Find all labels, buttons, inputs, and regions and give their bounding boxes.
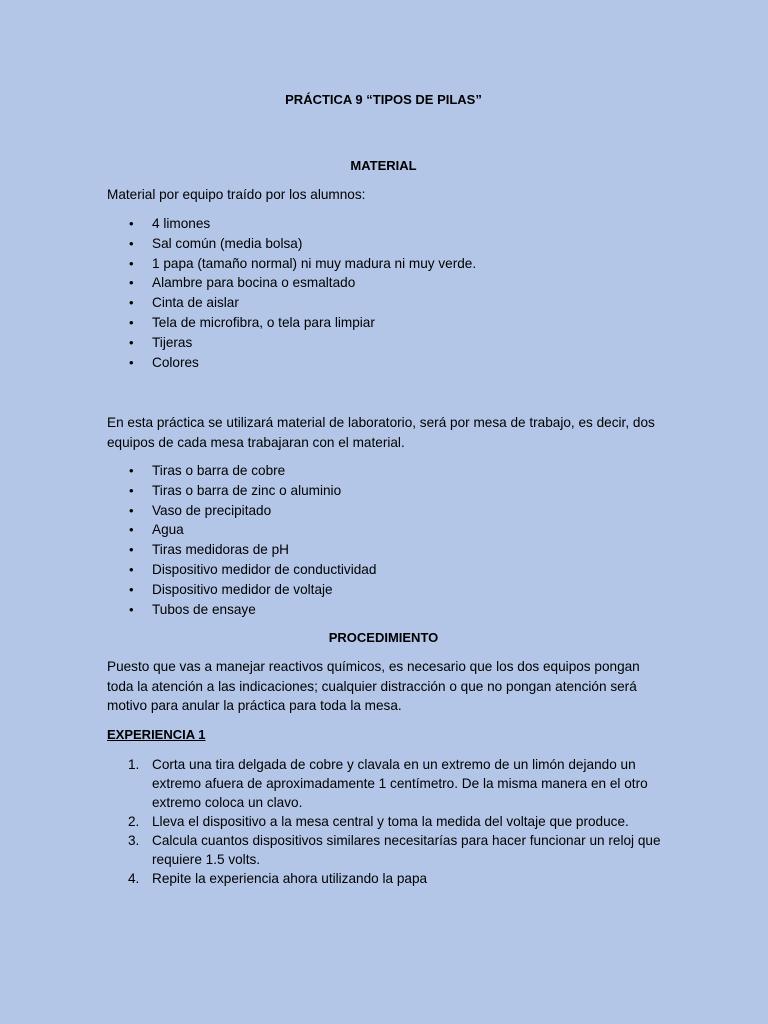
list-item: • Sal común (media bolsa) [107, 234, 662, 254]
bullet-icon: • [129, 255, 134, 271]
bullet-icon: • [129, 216, 134, 231]
list-item: 2. Lleva el dispositivo a la mesa central y toma la medida del voltaje que produce. [128, 814, 629, 829]
bullet-icon: • [129, 482, 134, 498]
lab-material-list [107, 461, 662, 619]
bullet-icon: • [129, 581, 134, 597]
list-item: • Dispositivo medidor de conductividad [107, 560, 662, 580]
bullet-icon: • [129, 601, 134, 617]
list-item: • Tiras o barra de zinc o aluminio [107, 481, 662, 501]
bullet-icon: • [129, 561, 134, 577]
experiencia-1-heading: EXPERIENCIA 1 [107, 727, 206, 742]
list-item: • Tela de microfibra, o tela para limpiar [107, 313, 662, 333]
bullet-icon: • [129, 334, 134, 350]
experiencia-1-steps [107, 755, 662, 888]
material-heading: MATERIAL [350, 158, 417, 173]
material-intro: Material por equipo traído por los alumnos: [107, 187, 366, 202]
document-title: PRÁCTICA 9 “TIPOS DE PILAS” [285, 92, 482, 107]
list-item: • Agua [107, 520, 662, 540]
list-item: • Alambre para bocina o esmaltado [107, 273, 662, 293]
material-list [107, 214, 662, 372]
list-item: • 1 papa (tamaño normal) ni muy madura ni muy verde. [107, 254, 662, 274]
list-item: • Cinta de aislar [107, 293, 662, 313]
bullet-icon: • [129, 542, 134, 558]
bullet-icon: • [129, 463, 134, 478]
bullet-icon: • [129, 502, 134, 518]
list-item: • Tiras o barra de cobre [107, 461, 662, 481]
bullet-icon: • [129, 354, 134, 370]
procedimiento-heading: PROCEDIMIENTO [328, 630, 439, 645]
list-item: 3. Calcula cuantos dispositivos similares necesitarías para hacer funcionar un reloj que requiere 1.5 volts. [128, 833, 661, 867]
list-item: • Dispositivo medidor de voltaje [107, 580, 662, 600]
bullet-icon: • [129, 275, 134, 291]
bullet-icon: • [129, 314, 134, 330]
list-item: • Tiras medidoras de pH [107, 540, 662, 560]
list-item: • Colores [107, 353, 662, 373]
list-item: 1. Corta una tira delgada de cobre y clavala en un extremo de un limón dejando un extremo afuera de aproximadamente 1 centímetro. De la misma manera en el otro extremo coloca un clavo. [128, 757, 648, 810]
list-item: • Tubos de ensaye [107, 600, 662, 620]
list-item: 4. Repite la experiencia ahora utilizando la papa [128, 871, 428, 886]
list-item: • Tijeras [107, 333, 662, 353]
bullet-icon: • [129, 235, 134, 251]
list-item: • Vaso de precipitado [107, 501, 662, 521]
bullet-icon: • [129, 295, 134, 311]
procedimiento-text: Puesto que vas a manejar reactivos químicos, es necesario que los dos equipos pongan toda la atención a las indicaciones; cualquier distracción o que no pongan atención será motivo para anular la práctica para toda la mesa. [107, 659, 640, 713]
list-item: • 4 limones [107, 214, 662, 234]
bullet-icon: • [129, 522, 134, 538]
lab-material-intro: En esta práctica se utilizará material de laboratorio, será por mesa de trabajo, es decir, dos equipos de cada mesa trabajaran con el material. [107, 415, 655, 450]
